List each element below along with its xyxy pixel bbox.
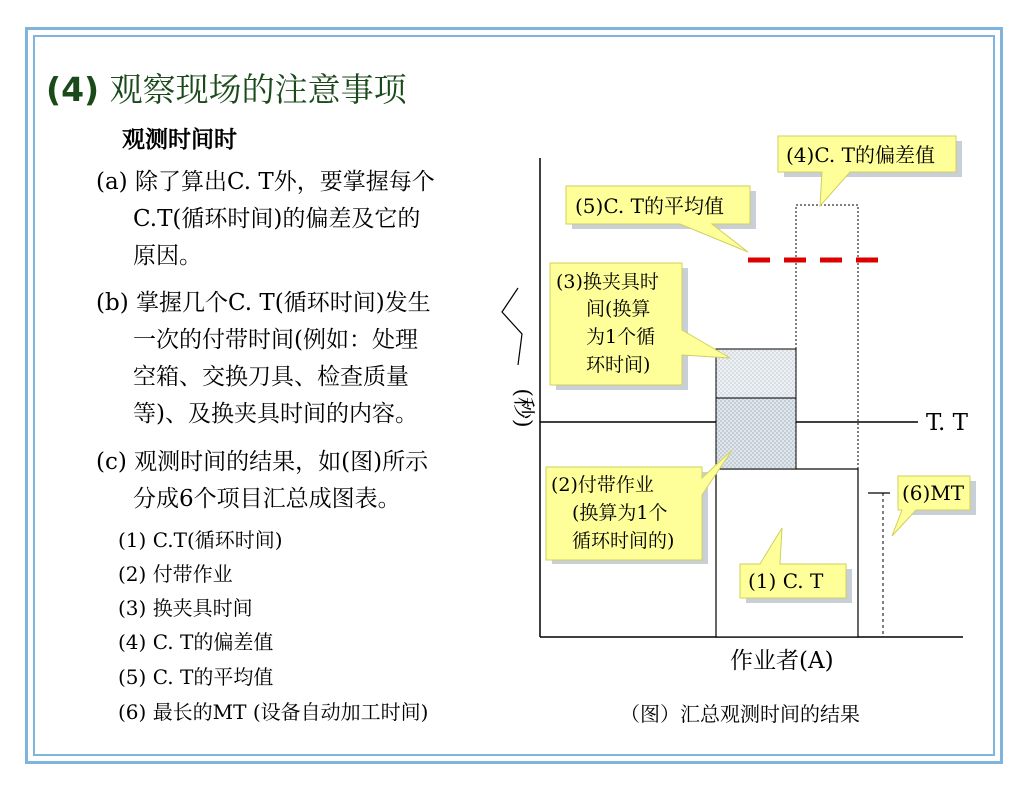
callout-ct-deviation [778,136,962,206]
list-item: (4) C. T的偏差值 [118,630,274,654]
aux-work-block [716,398,796,469]
list-item: (6) 最长的MT (设备自动加工时间) [118,700,429,724]
paragraph-b: (b) 掌握几个C. T(循环时间)发生 一次的付带时间(例如：处理 空箱、交换刀具、检查质量 等)、及换夹具时间的内容。 [96,290,431,427]
callout-fixture-change [550,263,730,390]
callout-fixture-line: (3)换夹具时 [556,271,659,293]
callout-aux-line: 循环时间的) [572,530,675,552]
callout-mt-text: (6)MT [902,481,965,505]
callout-fixture-line: 环时间) [586,354,651,376]
callout-aux-line: (换算为1个 [572,502,668,524]
x-axis-label: 作业者(A) [730,648,834,674]
callout-aux-line: (2)付带作业 [551,474,654,496]
callout-aux-work [546,450,732,564]
list-item: (1) C.T(循环时间) [118,528,283,552]
callout-fixture-line: 为1个循 [586,326,656,348]
figure-caption: （图）汇总观测时间的结果 [620,702,860,726]
paragraph-c: (c) 观测时间的结果，如(图)所示 分成6个项目汇总成图表。 [96,449,429,512]
y-axis-label: (秒) [510,388,535,428]
list-item: (3) 换夹具时间 [118,596,253,620]
callout-ct-average-text: (5)C. T的平均值 [575,194,724,218]
ct-bar [716,469,858,637]
list-item: (2) 付带作业 [118,562,233,586]
section-subtitle: 观测时间时 [122,126,237,153]
ct-deviation-range [796,205,858,469]
callout-ct-text: (1) C. T [748,569,824,593]
tt-label: T. T [926,410,968,436]
callout-mt [892,476,976,536]
page-title: (4) 观察现场的注意事项 [46,70,407,109]
axis-break-mark [502,288,522,365]
list-item: (5) C. T的平均值 [118,665,274,689]
callout-ct-average [566,186,756,252]
paragraph-a: (a) 除了算出C. T外，要掌握每个 C.T(循环时间)的偏差及它的 原因。 [96,169,435,269]
callout-fixture-line: 间(换算 [586,298,651,320]
callout-ct-deviation-text: (4)C. T的偏差值 [786,143,935,167]
